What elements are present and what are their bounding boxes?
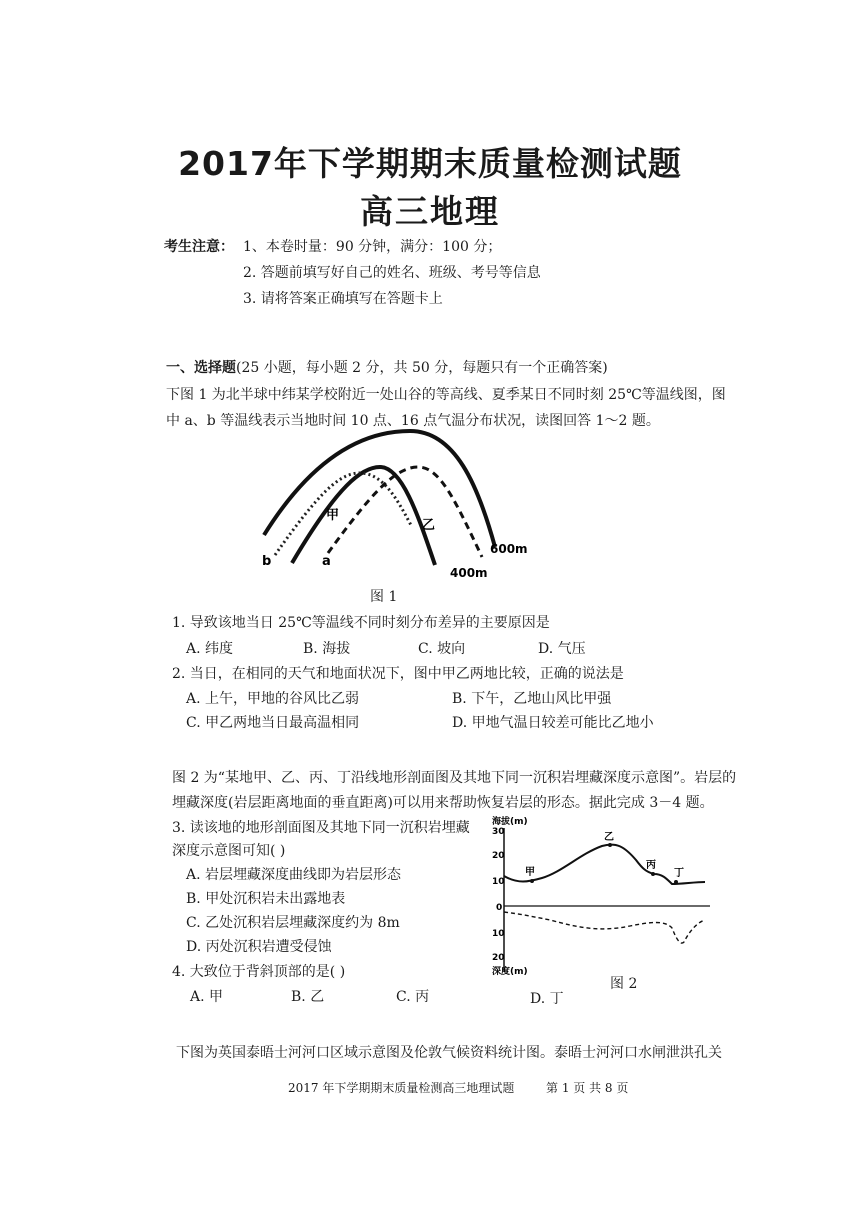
notice-item-1: 1、本卷时量：90 分钟，满分：100 分； (243, 239, 502, 255)
fig2-intro-line-2: 埋藏深度(岩层距离地面的垂直距离)可以用来帮助恢复岩层的形态。据此完成 3－4 题。 (172, 795, 714, 811)
intro-line-1: 下图 1 为北半球中纬某学校附近一处山谷的等高线、夏季某日不同时刻 25℃等温线图，图 (166, 387, 726, 403)
label-600m: 600m (490, 542, 528, 556)
notice-item-2: 2. 答题前填写好自己的姓名、班级、考号等信息 (243, 265, 541, 281)
figure-1-contour-map (250, 425, 550, 585)
figure-1-caption: 图 1 (370, 589, 398, 605)
q4-option-a: A. 甲 (190, 989, 224, 1005)
next-question-intro: 下图为英国泰晤士河河口区域示意图及伦敦气候资料统计图。泰晤士河河口水闸泄洪孔关 (176, 1045, 722, 1061)
q3-option-d: D. 丙处沉积岩遭受侵蚀 (186, 939, 332, 955)
y-label-depth: 深度(m) (492, 967, 528, 977)
y-label-altitude: 海拔(m) (492, 817, 528, 827)
q2-option-a: A. 上午，甲地的谷风比乙弱 (186, 691, 360, 707)
tick-20: 20 (492, 851, 505, 861)
point-ding-marker (674, 880, 678, 884)
q3-stem-2: 深度示意图可知( ) (172, 843, 286, 859)
intro-line-2: 中 a、b 等温线表示当地时间 10 点、16 点气温分布状况，读图回答 1～2 题。 (166, 413, 660, 429)
point-yi: 乙 (604, 832, 614, 843)
section-heading-bold: 一、选择题 (166, 360, 236, 376)
figure-2-caption: 图 2 (610, 976, 638, 992)
contour-400m-line (292, 467, 435, 565)
q1-option-a: A. 纬度 (186, 641, 234, 657)
q2-option-d: D. 甲地气温日较差可能比乙地小 (452, 715, 654, 731)
section-heading (166, 357, 608, 377)
tick-10: 10 (492, 877, 505, 887)
section-heading-rest: (25 小题，每小题 2 分，共 50 分，每题只有一个正确答案) (236, 360, 608, 376)
q4-option-b: B. 乙 (291, 989, 325, 1005)
isotherm-b-line (275, 473, 412, 555)
q3-option-a: A. 岩层埋藏深度曲线即为岩层形态 (186, 867, 402, 883)
label-b: b (262, 554, 272, 569)
notice-label: 考生注意： (164, 239, 234, 255)
q3-option-c: C. 乙处沉积岩层埋藏深度约为 8m (186, 915, 400, 931)
point-bing: 丙 (646, 860, 656, 871)
q3-option-b: B. 甲处沉积岩未出露地表 (186, 891, 346, 907)
point-bing-marker (651, 872, 655, 876)
exam-title: 2017年下学期期末质量检测试题 (178, 144, 682, 183)
label-yi: 乙 (422, 518, 436, 533)
q4-option-c: C. 丙 (396, 989, 430, 1005)
fig2-intro-line-1: 图 2 为“某地甲、乙、丙、丁沿线地形剖面图及其地下同一沉积岩埋藏深度示意图”。岩层的 (172, 770, 737, 786)
footer-exam-info: 2017 年下学期期末质量检测高三地理试题 (288, 1081, 515, 1095)
point-jia-marker (530, 879, 534, 883)
q4-option-d: D. 丁 (530, 991, 564, 1007)
q3-stem-1: 3. 读该地的地形剖面图及其地下同一沉积岩埋藏 (172, 820, 470, 836)
q1-option-b: B. 海拔 (303, 641, 351, 657)
tick-30: 30 (492, 827, 505, 837)
tick-depth-20: 20 (492, 953, 505, 963)
point-ding: 丁 (674, 868, 684, 879)
point-yi-marker (608, 843, 612, 847)
figure-2-profile-diagram (490, 812, 720, 990)
label-a: a (322, 554, 331, 569)
label-400m: 400m (450, 566, 488, 580)
q1-option-d: D. 气压 (538, 641, 586, 657)
tick-depth-10: 10 (492, 929, 505, 939)
exam-subtitle: 高三地理 (360, 192, 500, 231)
q4-stem: 4. 大致位于背斜顶部的是( ) (172, 964, 346, 980)
q2-option-b: B. 下午，乙地山风比甲强 (452, 691, 612, 707)
point-jia: 甲 (525, 867, 535, 878)
footer-page-number: 第 1 页 共 8 页 (546, 1081, 629, 1095)
burial-depth-curve (504, 912, 705, 943)
q1-option-c: C. 坡向 (418, 641, 466, 657)
contour-600m-line (264, 431, 495, 547)
label-jia: 甲 (326, 508, 340, 523)
notice-item-3: 3. 请将答案正确填写在答题卡上 (243, 291, 443, 307)
q2-option-c: C. 甲乙两地当日最高温相同 (186, 715, 360, 731)
q1-stem: 1. 导致该地当日 25℃等温线不同时刻分布差异的主要原因是 (172, 615, 550, 631)
q2-stem: 2. 当日，在相同的天气和地面状况下，图中甲乙两地比较，正确的说法是 (172, 666, 624, 682)
tick-0: 0 (496, 903, 503, 913)
